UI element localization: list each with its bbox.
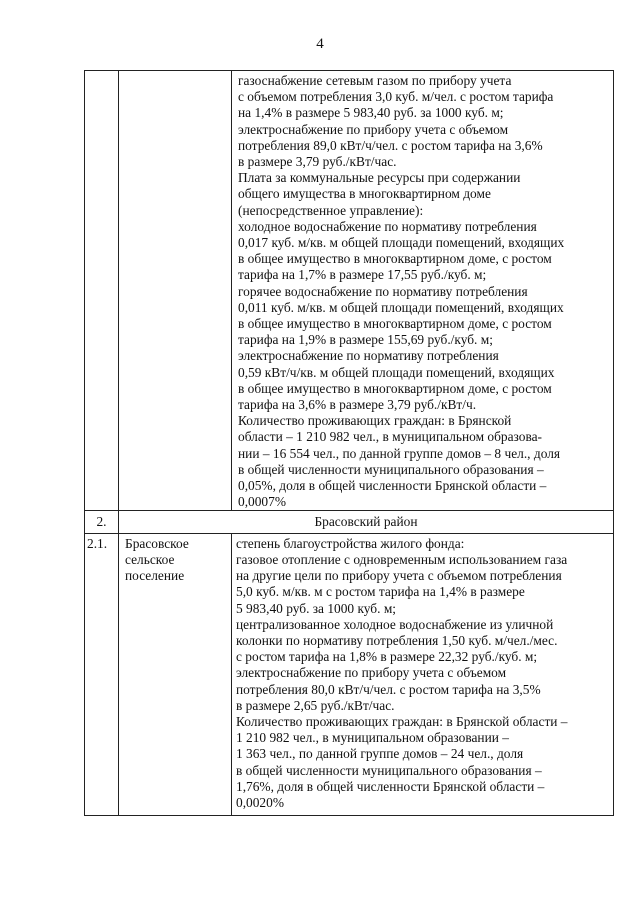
text-line: централизованное холодное водоснабжение из уличной	[236, 616, 554, 632]
continuation-text	[232, 71, 614, 511]
cell-number-empty	[85, 71, 119, 511]
table-row-continuation	[85, 71, 614, 511]
section-title: Брасовский район	[119, 511, 614, 533]
text-line: Плата за коммунальные ресурсы при содержании	[238, 170, 521, 186]
text-line: электроснабжение по прибору учета с объемом	[236, 665, 507, 681]
text-line: на 1,4% в размере 5 983,40 руб. за 1000 куб. м;	[238, 105, 504, 121]
text-line: общего имущества в многоквартирном доме	[238, 186, 491, 202]
text-line: в общее имущество в многоквартирном доме, с ростом	[238, 380, 552, 396]
text-line: 5 983,40 руб. за 1000 куб. м;	[236, 600, 397, 616]
text-line: степень благоустройства жилого фонда:	[236, 535, 465, 551]
text-line: электроснабжение по прибору учета с объемом	[238, 121, 509, 137]
section-number: 2.	[85, 511, 119, 533]
text-line: 0,59 кВт/ч/кв. м общей площади помещений, входящих	[238, 364, 555, 380]
entry-name-line: Брасовское	[125, 535, 189, 551]
text-line: в размере 3,79 руб./кВт/час.	[238, 154, 397, 170]
text-line: горячее водоснабжение по нормативу потребления	[238, 283, 528, 299]
text-line: на другие цели по прибору учета с объемом потребления	[236, 568, 562, 584]
text-line: 1 210 982 чел., в муниципальном образовании –	[236, 730, 509, 746]
text-line: в общей численности муниципального образования –	[238, 461, 544, 477]
text-line: тарифа на 1,7% в размере 17,55 руб./куб. м;	[238, 267, 487, 283]
entry-name-line: поселение	[125, 568, 185, 584]
page-number: 4	[316, 36, 324, 52]
text-line: потребления 89,0 кВт/ч/чел. с ростом тарифа на 3,6%	[238, 137, 543, 153]
text-line: потребления 80,0 кВт/ч/чел. с ростом тарифа на 3,5%	[236, 681, 541, 697]
text-line: Количество проживающих граждан: в Брянской области –	[236, 713, 568, 729]
text-line: 1 363 чел., по данной группе домов – 24 чел., доля	[236, 746, 524, 762]
cell-name-empty	[119, 71, 232, 511]
text-line: газовое отопление с одновременным использованием газа	[236, 551, 568, 567]
text-line: нии – 16 554 чел., по данной группе домов – 8 чел., доля	[238, 445, 561, 461]
text-line: области – 1 210 982 чел., в муниципальном образова-	[238, 429, 543, 445]
tariff-table	[84, 70, 614, 816]
text-line: электроснабжение по нормативу потребления	[238, 348, 499, 364]
entry-number-cell	[85, 533, 119, 815]
text-line: тарифа на 3,6% в размере 3,79 руб./кВт/ч.	[238, 397, 477, 413]
text-line: в размере 2,65 руб./кВт/час.	[236, 697, 395, 713]
text-line: с объемом потребления 3,0 куб. м/чел. с ростом тарифа	[238, 89, 554, 105]
text-line: 5,0 куб. м/кв. м с ростом тарифа на 1,4% в размере	[236, 584, 525, 600]
text-line: 0,05%, доля в общей численности Брянской области –	[238, 478, 547, 494]
text-line: 0,011 куб. м/кв. м общей площади помещений, входящих	[238, 299, 564, 315]
table-row-section	[85, 511, 614, 533]
text-line: 0,0020%	[236, 794, 284, 810]
text-line: 0,017 куб. м/кв. м общей площади помещений, входящих	[238, 235, 565, 251]
text-line: тарифа на 1,9% в размере 155,69 руб./куб. м;	[238, 332, 493, 348]
entry-number: 2.1.	[87, 535, 108, 551]
text-line: с ростом тарифа на 1,8% в размере 22,32 руб./куб. м;	[236, 649, 538, 665]
entry-text	[232, 533, 614, 815]
text-line: колонки по нормативу потребления 1,50 куб. м/чел./мес.	[236, 632, 558, 648]
text-line: газоснабжение сетевым газом по прибору учета	[238, 73, 512, 88]
entry-name-line: сельское	[125, 551, 175, 567]
text-line: холодное водоснабжение по нормативу потребления	[238, 218, 537, 234]
text-line: (непосредственное управление):	[238, 202, 424, 218]
table-row-entry	[85, 533, 614, 815]
text-line: в общей численности муниципального образования –	[236, 762, 542, 778]
text-line: 0,0007%	[238, 494, 286, 510]
text-line: Количество проживающих граждан: в Брянской	[238, 413, 512, 429]
entry-name-cell	[119, 533, 232, 815]
text-line: 1,76%, доля в общей численности Брянской области –	[236, 778, 545, 794]
text-line: в общее имущество в многоквартирном доме, с ростом	[238, 316, 552, 332]
text-line: в общее имущество в многоквартирном доме, с ростом	[238, 251, 552, 267]
